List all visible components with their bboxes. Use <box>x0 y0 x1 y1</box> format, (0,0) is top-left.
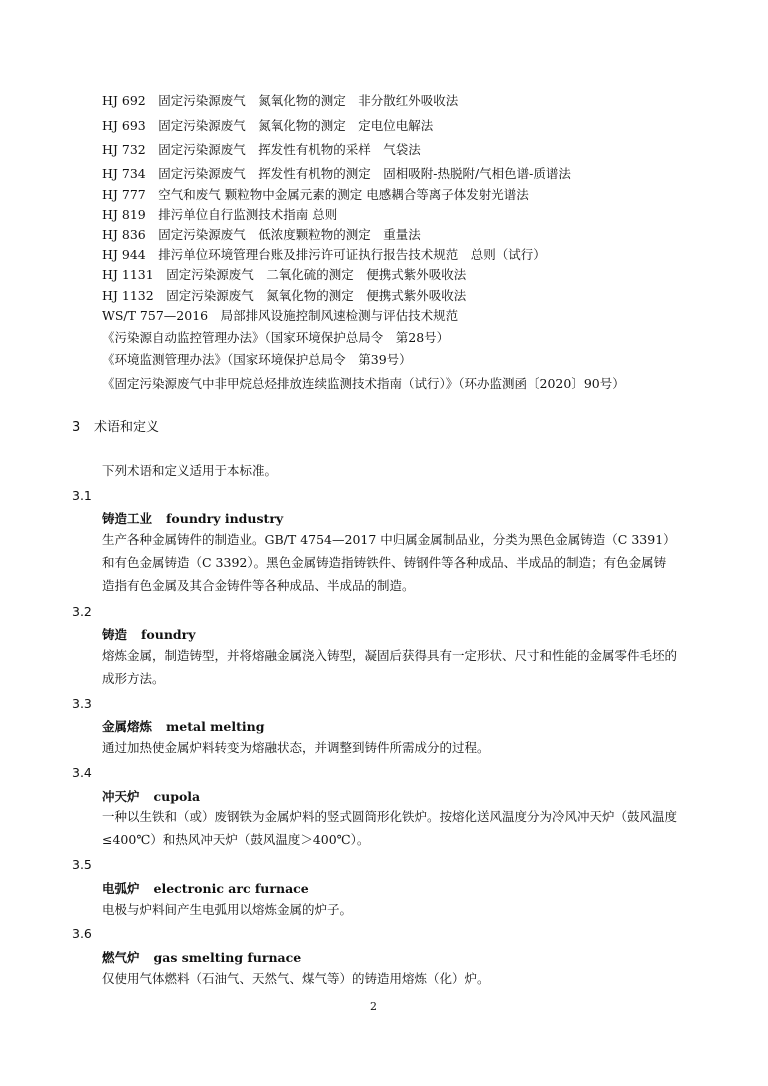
term-zh: 铸造工业 <box>102 511 153 526</box>
section-intro: 下列术语和定义适用于本标准。 <box>102 463 278 478</box>
term-zh: 金属熔炼 <box>102 719 153 734</box>
term-en: cupola <box>153 789 201 804</box>
reference-item: WS/T 757—2016 局部排风设施控制风速检测与评估技术规范 <box>102 308 459 323</box>
clause-number: 3.4 <box>72 765 92 780</box>
term-en: metal melting <box>166 719 265 734</box>
term-definition: 熔炼金属，制造铸型，并将熔融金属浇入铸型，凝固后获得具有一定形状、尺寸和性能的金属零件毛坯的成形方法。 <box>102 648 678 686</box>
term-definition: 通过加热使金属炉料转变为熔融状态，并调整到铸件所需成分的过程。 <box>102 740 490 755</box>
term-zh: 冲天炉 <box>102 789 140 804</box>
term-heading <box>102 625 196 643</box>
term-en: foundry <box>141 627 196 642</box>
clause-number: 3.5 <box>72 857 92 872</box>
term-definition: 生产各种金属铸件的制造业。GB/T 4754—2017 中归属金属制品业，分类为黑色金属铸造（C 3391）和有色金属铸造（C 3392）。黑色金属铸造指铸铁件、铸钢件等各种成品、半成品的制造；有色金属铸造指有色金属及其合金铸件等各种成品、半成品的制造。 <box>102 532 676 593</box>
reference-item: HJ 693 固定污染源废气 氮氧化物的测定 定电位电解法 <box>102 118 434 133</box>
clause-number: 3.6 <box>72 926 92 941</box>
term-heading <box>102 787 200 805</box>
term-en: gas smelting furnace <box>153 950 302 965</box>
page-number: 2 <box>370 1000 377 1013</box>
reference-item: HJ 819 排污单位自行监测技术指南 总则 <box>102 207 338 222</box>
citation-item: 《环境监测管理办法》（国家环境保护总局令 第39号） <box>102 352 412 367</box>
reference-item: HJ 944 排污单位环境管理台账及排污许可证执行报告技术规范 总则（试行） <box>102 247 546 262</box>
clause-number: 3.1 <box>72 488 92 503</box>
reference-item: HJ 1131 固定污染源废气 二氧化硫的测定 便携式紫外吸收法 <box>102 267 467 282</box>
section-heading <box>72 416 159 435</box>
citation-item: 《固定污染源废气中非甲烷总烃排放连续监测技术指南（试行）》（环办监测函〔2020〕90号） <box>102 376 625 391</box>
reference-item: HJ 734 固定污染源废气 挥发性有机物的测定 固相吸附-热脱附/气相色谱-质谱法 <box>102 166 571 181</box>
section-title-text: 术语和定义 <box>94 420 160 435</box>
reference-item: HJ 1132 固定污染源废气 氮氧化物的测定 便携式紫外吸收法 <box>102 288 467 303</box>
term-definition: 电极与炉料间产生电弧用以熔炼金属的炉子。 <box>102 902 353 917</box>
reference-item: HJ 692 固定污染源废气 氮氧化物的测定 非分散红外吸收法 <box>102 93 459 108</box>
section-number: 3 <box>72 420 81 435</box>
term-definition: 一种以生铁和（或）废钢铁为金属炉料的竖式圆筒形化铁炉。按熔化送风温度分为冷风冲天炉（鼓风温度≤400℃）和热风冲天炉（鼓风温度＞400℃）。 <box>102 809 678 847</box>
term-en: foundry industry <box>166 511 284 526</box>
citation-item: 《污染源自动监控管理办法》（国家环境保护总局令 第28号） <box>102 330 450 345</box>
term-zh: 铸造 <box>102 627 128 642</box>
term-zh: 燃气炉 <box>102 950 140 965</box>
reference-item: HJ 836 固定污染源废气 低浓度颗粒物的测定 重量法 <box>102 227 421 242</box>
term-heading <box>102 509 283 527</box>
reference-item: HJ 777 空气和废气 颗粒物中金属元素的测定 电感耦合等离子体发射光谱法 <box>102 187 529 202</box>
term-definition: 仅使用气体燃料（石油气、天然气、煤气等）的铸造用熔炼（化）炉。 <box>102 971 490 986</box>
term-heading <box>102 948 301 966</box>
term-en: electronic arc furnace <box>153 881 309 896</box>
term-heading <box>102 879 309 897</box>
term-heading <box>102 717 264 735</box>
term-zh: 电弧炉 <box>102 881 140 896</box>
reference-item: HJ 732 固定污染源废气 挥发性有机物的采样 气袋法 <box>102 142 421 157</box>
clause-number: 3.2 <box>72 604 92 619</box>
clause-number: 3.3 <box>72 696 92 711</box>
